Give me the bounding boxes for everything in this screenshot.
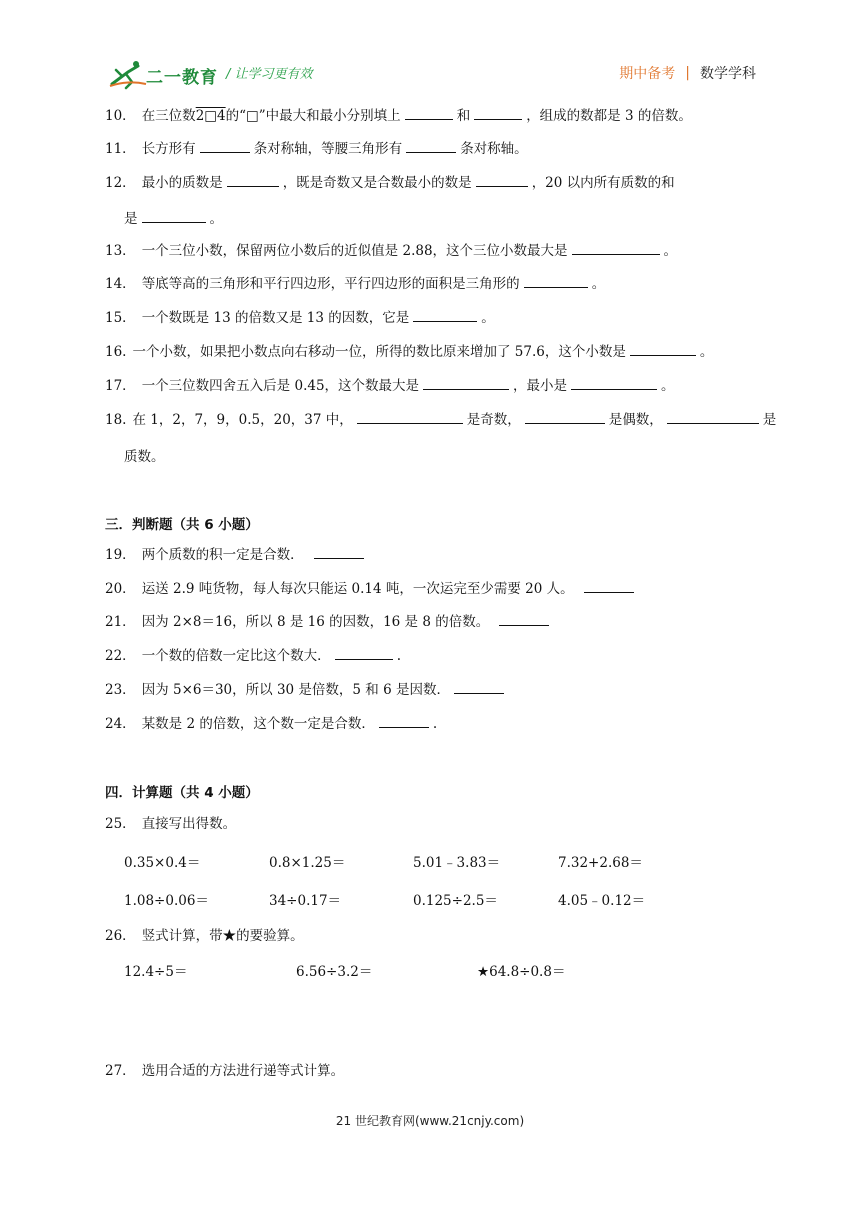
question-11: 11． 长方形有 条对称轴，等腰三角形有 条对称轴。	[105, 141, 528, 157]
calc-item: 6.56÷3.2＝	[296, 964, 373, 980]
slogan: / 让学习更有效	[226, 67, 313, 82]
section-3-title: 三．判断题（共 6 小题）	[105, 517, 259, 533]
answer-blank[interactable]	[379, 715, 429, 728]
answer-blank[interactable]	[474, 107, 522, 120]
question-22: 22． 一个数的倍数一定比这个数大． .	[105, 648, 401, 664]
question-17: 17． 一个三位数四舍五入后是 0.45，这个数最大是 ，最小是 。	[105, 378, 675, 394]
question-24: 24． 某数是 2 的倍数，这个数一定是合数． .	[105, 716, 438, 732]
answer-blank[interactable]	[476, 174, 528, 187]
question-25: 25． 直接写出得数。	[105, 816, 237, 832]
answer-blank[interactable]	[630, 343, 696, 356]
question-16: 16. 一个小数，如果把小数点向右移动一位，所得的数比原来增加了 57.6，这个小数是 。	[105, 344, 714, 360]
answer-blank[interactable]	[423, 377, 509, 390]
page-header	[0, 0, 860, 92]
calc-item: 0.125÷2.5＝	[413, 893, 498, 909]
answer-blank[interactable]	[454, 681, 504, 694]
question-26: 26． 竖式计算，带★的要验算。	[105, 928, 304, 944]
answer-blank[interactable]	[525, 411, 605, 424]
answer-blank[interactable]	[200, 140, 250, 153]
question-23: 23． 因为 5×6＝30，所以 30 是倍数，5 和 6 是因数．	[105, 681, 508, 699]
calc-item: 0.35×0.4＝	[124, 855, 201, 871]
question-18: 18. 在 1，2，7，9，0.5，20，37 中， 是奇数， 是偶数， 是	[105, 412, 777, 428]
subject-tag: 数学学科	[700, 66, 756, 82]
answer-blank[interactable]	[357, 411, 463, 424]
question-18-continued: 质数。	[124, 449, 165, 465]
calc-item: 5.01﹣3.83＝	[413, 855, 501, 871]
answer-blank[interactable]	[314, 546, 364, 559]
overlined-number: 2□4	[195, 108, 226, 124]
answer-blank[interactable]	[584, 580, 634, 593]
logo-text: 二一教育	[146, 68, 218, 88]
answer-blank[interactable]	[142, 210, 206, 223]
calc-item: 0.8×1.25＝	[269, 855, 346, 871]
answer-blank[interactable]	[406, 140, 456, 153]
calc-item: 34÷0.17＝	[269, 893, 342, 909]
runner-logo-icon	[108, 58, 148, 90]
calc-item: ★64.8÷0.8＝	[477, 964, 566, 980]
question-12-continued: 是 。	[124, 211, 223, 227]
header-tags	[619, 63, 756, 83]
question-21: 21． 因为 2×8＝16，所以 8 是 16 的因数，16 是 8 的倍数。	[105, 613, 553, 631]
question-14: 14． 等底等高的三角形和平行四边形，平行四边形的面积是三角形的 。	[105, 276, 606, 292]
question-12: 12． 最小的质数是 ，既是奇数又是合数最小的数是 ，20 以内所有质数的和	[105, 175, 675, 191]
page-footer: 21 世纪教育网(www.21cnjy.com)	[335, 1114, 525, 1128]
section-4-title: 四．计算题（共 4 小题）	[105, 785, 259, 801]
calc-item: 12.4÷5＝	[124, 964, 188, 980]
answer-blank[interactable]	[227, 174, 279, 187]
calc-item: 4.05﹣0.12＝	[558, 893, 646, 909]
answer-blank[interactable]	[335, 647, 393, 660]
calc-item: 1.08÷0.06＝	[124, 893, 209, 909]
question-15: 15． 一个数既是 13 的倍数又是 13 的因数，它是 。	[105, 310, 495, 326]
question-27: 27． 选用合适的方法进行递等式计算。	[105, 1063, 345, 1079]
exam-tag: 期中备考	[619, 66, 676, 82]
answer-blank[interactable]	[571, 377, 657, 390]
question-19: 19． 两个质数的积一定是合数．	[105, 546, 368, 564]
answer-blank[interactable]	[667, 411, 759, 424]
answer-blank[interactable]	[524, 275, 588, 288]
question-20: 20． 运送 2.9 吨货物，每人每次只能运 0.14 吨，一次运完至少需要 20 人。	[105, 580, 638, 598]
calc-item: 7.32+2.68＝	[558, 855, 643, 871]
question-10: 10． 在三位数2□4的“□”中最大和最小分别填上 和 ，组成的数都是 3 的倍数。	[105, 108, 692, 124]
question-13: 13． 一个三位小数，保留两位小数后的近似值是 2.88，这个三位小数最大是 。	[105, 243, 678, 259]
answer-blank[interactable]	[572, 242, 660, 255]
answer-blank[interactable]	[499, 613, 549, 626]
answer-blank[interactable]	[413, 309, 477, 322]
tag-separator: |	[685, 65, 690, 81]
answer-blank[interactable]	[405, 107, 453, 120]
